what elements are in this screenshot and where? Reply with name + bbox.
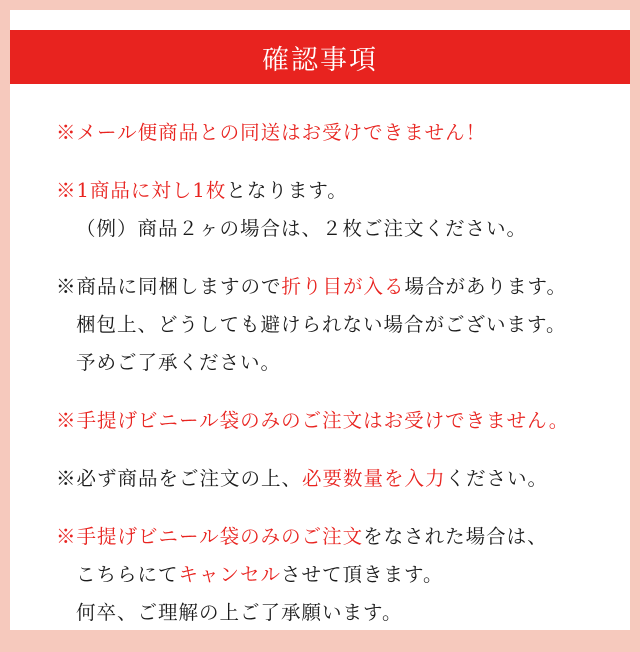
text-run: こちらにて (76, 563, 179, 586)
notice-list (56, 114, 610, 652)
text-run: ※手提げビニール袋のみのご注文はお受けできません。 (56, 409, 570, 432)
notice-line (56, 402, 610, 440)
text-run: させて頂きます。 (281, 563, 444, 586)
text-run: ※必ず商品をご注文の上、 (56, 467, 303, 490)
title-banner (10, 30, 630, 84)
notice-one-per-item (56, 172, 610, 248)
text-run: ※メール便商品との同送はお受けできません！ (56, 121, 487, 144)
banner-title: 確認事項 (262, 44, 378, 76)
notice-fold-lines (56, 268, 610, 382)
text-run: 場合があります。 (404, 275, 567, 298)
notice-line (56, 344, 610, 382)
text-run: 予めご了承ください。 (76, 351, 282, 374)
text-run: をなされた場合は、 (363, 525, 548, 548)
text-run: ※手提げビニール袋のみのご注文 (56, 525, 364, 548)
notice-line (56, 306, 610, 344)
notice-line (56, 114, 610, 152)
text-run: となります。 (226, 179, 348, 202)
notice-line (56, 210, 610, 248)
text-run: ※1商品に対し1枚 (56, 179, 227, 202)
notice-cancel (56, 518, 610, 632)
notice-line (56, 460, 610, 498)
notice-bag-only (56, 402, 610, 440)
text-run: 梱包上、どうしても避けられない場合がございます。 (76, 313, 567, 336)
text-run: ください。 (445, 467, 549, 490)
text-run: キャンセル (178, 563, 282, 586)
notice-line (56, 556, 610, 594)
notice-mail-delivery (56, 114, 610, 152)
text-run: 何卒、ご理解の上ご了承願います。 (76, 601, 403, 624)
text-run: （例）商品２ヶの場合は、２枚ご注文ください。 (76, 217, 528, 240)
text-run: ※商品に同梱しますので (56, 275, 282, 298)
notice-card (10, 10, 630, 630)
notice-line (56, 594, 610, 632)
notice-line (56, 172, 610, 210)
notice-line (56, 268, 610, 306)
notice-line (56, 518, 610, 556)
text-run: 折り目が入る (281, 275, 405, 298)
notice-quantity (56, 460, 610, 498)
text-run: 必要数量を入力 (302, 467, 446, 490)
